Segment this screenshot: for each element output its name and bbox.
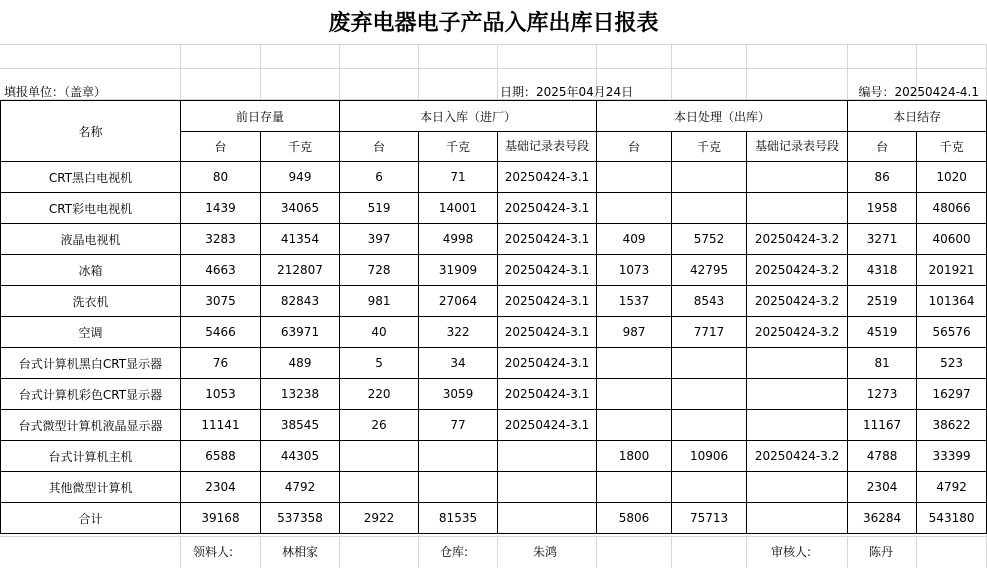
out-count (597, 379, 672, 410)
prev-count: 39168 (181, 503, 261, 534)
header-row-1 (1, 101, 987, 132)
prev-count: 3283 (181, 224, 261, 255)
out-weight: 7717 (672, 317, 747, 348)
table-row (1, 441, 987, 472)
out-count: 1537 (597, 286, 672, 317)
receiver-name: 林相家 (282, 545, 319, 559)
in-record-no: 20250424-3.1 (498, 348, 597, 379)
in-weight (419, 472, 498, 503)
stock-weight: 201921 (917, 255, 987, 286)
item-name: 冰箱 (1, 255, 181, 286)
out-record-no: 20250424-3.2 (747, 255, 848, 286)
in-weight: 31909 (419, 255, 498, 286)
prev-weight: 63971 (261, 317, 340, 348)
out-count: 409 (597, 224, 672, 255)
prev-weight: 4792 (261, 472, 340, 503)
header-today-stock: 本日结存 (848, 101, 987, 132)
out-weight: 5752 (672, 224, 747, 255)
header-today-out: 本日处理（出库） (597, 101, 848, 132)
prev-count: 4663 (181, 255, 261, 286)
table-row (1, 224, 987, 255)
header-today-in: 本日入库（进厂） (340, 101, 597, 132)
inventory-table (0, 100, 987, 534)
prev-weight: 489 (261, 348, 340, 379)
prev-weight: 38545 (261, 410, 340, 441)
in-weight: 81535 (419, 503, 498, 534)
header-unit-count: 台 (340, 132, 419, 162)
stock-weight: 33399 (917, 441, 987, 472)
prev-count: 5466 (181, 317, 261, 348)
header-record-no: 基础记录表号段 (747, 132, 848, 162)
out-weight: 75713 (672, 503, 747, 534)
in-weight: 27064 (419, 286, 498, 317)
prev-weight: 212807 (261, 255, 340, 286)
in-record-no: 20250424-3.1 (498, 255, 597, 286)
prev-count: 3075 (181, 286, 261, 317)
stock-count: 4519 (848, 317, 917, 348)
item-name: 台式计算机彩色CRT显示器 (1, 379, 181, 410)
item-name: 台式计算机主机 (1, 441, 181, 472)
out-count (597, 162, 672, 193)
item-name: 洗衣机 (1, 286, 181, 317)
in-count: 397 (340, 224, 419, 255)
header-unit-weight: 千克 (261, 132, 340, 162)
reviewer-name: 陈丹 (869, 545, 894, 559)
stock-count: 36284 (848, 503, 917, 534)
out-weight: 10906 (672, 441, 747, 472)
in-record-no: 20250424-3.1 (498, 162, 597, 193)
out-record-no (747, 193, 848, 224)
item-name: CRT彩电电视机 (1, 193, 181, 224)
in-record-no: 20250424-3.1 (498, 286, 597, 317)
stock-weight: 16297 (917, 379, 987, 410)
stock-count: 4318 (848, 255, 917, 286)
stock-count: 4788 (848, 441, 917, 472)
out-count (597, 410, 672, 441)
prev-count: 1053 (181, 379, 261, 410)
header-unit-weight: 千克 (419, 132, 498, 162)
prev-count: 6588 (181, 441, 261, 472)
in-count (340, 441, 419, 472)
stock-count: 86 (848, 162, 917, 193)
out-record-no (747, 348, 848, 379)
stock-count: 11167 (848, 410, 917, 441)
in-count (340, 472, 419, 503)
stock-weight: 40600 (917, 224, 987, 255)
out-count (597, 348, 672, 379)
out-record-no: 20250424-3.2 (747, 441, 848, 472)
in-weight: 3059 (419, 379, 498, 410)
in-weight: 14001 (419, 193, 498, 224)
fill-unit-label: 填报单位：（盖章） (4, 85, 107, 99)
table-row (1, 472, 987, 503)
prev-count: 76 (181, 348, 261, 379)
in-count: 6 (340, 162, 419, 193)
total-row (1, 503, 987, 534)
prev-weight: 13238 (261, 379, 340, 410)
in-weight: 71 (419, 162, 498, 193)
stock-weight: 1020 (917, 162, 987, 193)
warehouse-name: 朱鸿 (533, 545, 558, 559)
in-count: 220 (340, 379, 419, 410)
item-name: 液晶电视机 (1, 224, 181, 255)
in-record-no (498, 441, 597, 472)
header-prev-stock: 前日存量 (181, 101, 340, 132)
item-name: 其他微型计算机 (1, 472, 181, 503)
out-weight (672, 410, 747, 441)
in-count: 26 (340, 410, 419, 441)
item-name: 合计 (1, 503, 181, 534)
stock-count: 81 (848, 348, 917, 379)
header-record-no: 基础记录表号段 (498, 132, 597, 162)
in-record-no (498, 503, 597, 534)
header-unit-count: 台 (848, 132, 917, 162)
report-serial: 编号：20250424-4.1 (858, 85, 979, 99)
in-weight: 322 (419, 317, 498, 348)
item-name: 台式微型计算机液晶显示器 (1, 410, 181, 441)
prev-count: 1439 (181, 193, 261, 224)
header-unit-weight: 千克 (672, 132, 747, 162)
stock-count: 1273 (848, 379, 917, 410)
stock-weight: 38622 (917, 410, 987, 441)
stock-count: 3271 (848, 224, 917, 255)
prev-weight: 949 (261, 162, 340, 193)
prev-count: 2304 (181, 472, 261, 503)
in-count: 5 (340, 348, 419, 379)
in-count: 40 (340, 317, 419, 348)
stock-weight: 48066 (917, 193, 987, 224)
stock-count: 2519 (848, 286, 917, 317)
stock-weight: 523 (917, 348, 987, 379)
in-record-no: 20250424-3.1 (498, 193, 597, 224)
stock-weight: 56576 (917, 317, 987, 348)
stock-weight: 101364 (917, 286, 987, 317)
table-row (1, 317, 987, 348)
in-weight: 77 (419, 410, 498, 441)
prev-count: 11141 (181, 410, 261, 441)
prev-count: 80 (181, 162, 261, 193)
out-record-no (747, 379, 848, 410)
out-weight (672, 348, 747, 379)
out-weight: 8543 (672, 286, 747, 317)
out-count (597, 472, 672, 503)
in-record-no: 20250424-3.1 (498, 317, 597, 348)
report-date: 日期：2025年04月24日 (500, 85, 634, 99)
report-title: 废弃电器电子产品入库出库日报表 (0, 0, 987, 44)
out-count: 1800 (597, 441, 672, 472)
reviewer-label: 审核人: (771, 545, 812, 559)
table-row (1, 348, 987, 379)
table-row (1, 286, 987, 317)
in-record-no: 20250424-3.1 (498, 410, 597, 441)
header-unit-weight: 千克 (917, 132, 987, 162)
in-record-no: 20250424-3.1 (498, 224, 597, 255)
in-record-no (498, 472, 597, 503)
out-record-no: 20250424-3.2 (747, 224, 848, 255)
out-count: 987 (597, 317, 672, 348)
warehouse-label: 仓库: (440, 545, 469, 559)
prev-weight: 44305 (261, 441, 340, 472)
prev-weight: 537358 (261, 503, 340, 534)
in-weight: 34 (419, 348, 498, 379)
in-record-no: 20250424-3.1 (498, 379, 597, 410)
out-record-no (747, 472, 848, 503)
table-row (1, 379, 987, 410)
item-name: 空调 (1, 317, 181, 348)
out-weight (672, 193, 747, 224)
out-record-no: 20250424-3.2 (747, 317, 848, 348)
out-count (597, 193, 672, 224)
in-weight (419, 441, 498, 472)
in-count: 519 (340, 193, 419, 224)
table-row (1, 410, 987, 441)
header-unit-count: 台 (181, 132, 261, 162)
out-weight (672, 472, 747, 503)
in-count: 728 (340, 255, 419, 286)
header-name: 名称 (1, 101, 181, 162)
stock-count: 1958 (848, 193, 917, 224)
out-count: 5806 (597, 503, 672, 534)
in-count: 2922 (340, 503, 419, 534)
prev-weight: 41354 (261, 224, 340, 255)
header-unit-count: 台 (597, 132, 672, 162)
item-name: CRT黑白电视机 (1, 162, 181, 193)
prev-weight: 34065 (261, 193, 340, 224)
out-record-no (747, 410, 848, 441)
table-row (1, 193, 987, 224)
out-weight: 42795 (672, 255, 747, 286)
out-count: 1073 (597, 255, 672, 286)
out-record-no: 20250424-3.2 (747, 286, 848, 317)
out-record-no (747, 503, 848, 534)
out-weight (672, 162, 747, 193)
out-record-no (747, 162, 848, 193)
prev-weight: 82843 (261, 286, 340, 317)
out-weight (672, 379, 747, 410)
item-name: 台式计算机黑白CRT显示器 (1, 348, 181, 379)
table-row (1, 162, 987, 193)
in-weight: 4998 (419, 224, 498, 255)
stock-count: 2304 (848, 472, 917, 503)
receiver-label: 领料人: (193, 545, 234, 559)
table-row (1, 255, 987, 286)
stock-weight: 543180 (917, 503, 987, 534)
stock-weight: 4792 (917, 472, 987, 503)
in-count: 981 (340, 286, 419, 317)
